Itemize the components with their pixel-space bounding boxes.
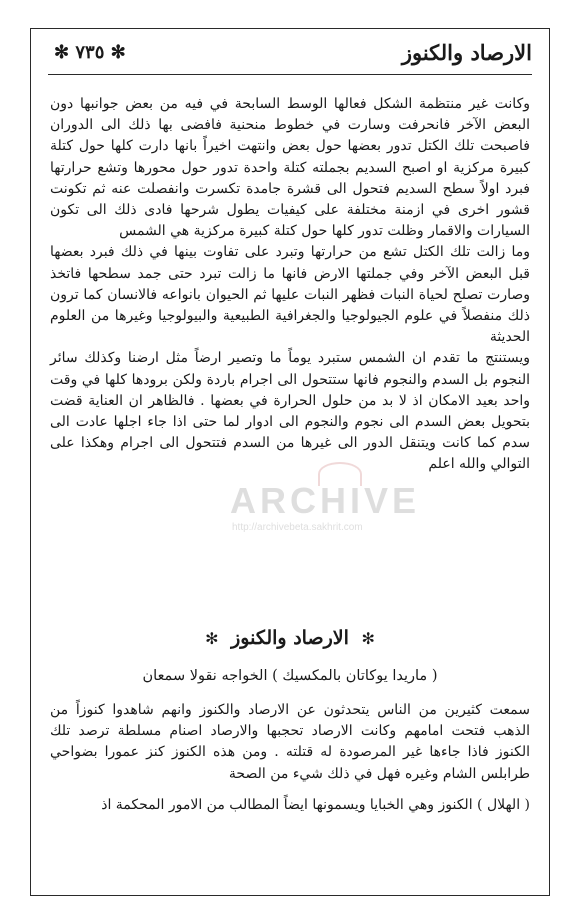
question-byline: ( ماريدا يوكاتان بالمكسيك ) الخواجه نقولا سمعان — [142, 668, 438, 684]
body-paragraph: ويستنتج ما تقدم ان الشمس ستبرد يوماً ما وتصير ارضاً مثل ارضنا وكذلك سائر النجوم بل السدم والنجوم فانها ستتحول الى اجرام باردة ولكن برودها كلها في وقت واحد بعيد الامكان اذ لا بد من حلول الحرارة في بعضها . فالظاهر ان العناية قضت بتحويل بعض السدم الى نجوم والنجوم الى ادوار لما حتى اذا جاء اجلها عادت الى سدم كما كانت ويتنقل الدور الى غيرها من السدم فتتحول الى اجرام وهكذا على التوالي والله اعلم — [50, 350, 530, 473]
watermark-url: http://archivebeta.sakhrit.com — [232, 522, 363, 533]
section-heading — [50, 624, 530, 652]
ornament-icon: ✻ — [205, 629, 219, 648]
running-title: الارصاد والكنوز — [401, 40, 532, 65]
page-ornament-icon: ✻ — [104, 42, 126, 63]
page-number-value: ٧٣٥ — [75, 42, 105, 63]
body-paragraph: وما زالت تلك الكتل تشع من حرارتها وتبرد على تفاوت بينها في ذلك فبرد بعضها قبل البعض الآخر وفي جملتها الارض فانها ما زالت تبرد حتى جمد سطحها فاتخذ وصارت تصلح لحياة النبات فظهر النبات عليها ثم الحيوان بانواعه فالانسان كما ترون ذلك منفصلاً في علوم الجيولوجيا والجغرافية الطبيعية والبيولوجيا وغيرها من العلوم الحديثة — [50, 244, 530, 346]
body-paragraph: وكانت غير منتظمة الشكل فعالها الوسط السابحة في فيه من بعض جوانبها دون البعض الآخر فانحرفت وسارت في خطوط منحنية فافضى بها ذلك الى الدوران فاصبحت تلك الكتل تدور بعضها حول بعض وانتهت اخيراً بانها دارت كلها حول كتلة كبيرة مركزية او اصبح السديم بجملته كتلة واحدة تدور حول محورها وتشع حرارتها فبرد اولاً سطح السديم فتحول الى قشرة جامدة تكسرت وانفصلت عنه ثم تكونت قشور اخرى في ازمنة مختلفة على كيفيات يطول شرحها فادى ذلك الى تكون السيارات والاقمار وظلت تدور كلها حول كتلة كبيرة مركزية هي الشمس — [50, 96, 530, 240]
header-divider — [48, 74, 532, 75]
section-title: الارصاد والكنوز — [231, 627, 349, 649]
ornament-icon: ✻ — [361, 629, 375, 648]
watermark-text: ARCHIVE — [230, 480, 421, 521]
article-body — [50, 94, 530, 476]
question-body — [50, 700, 530, 816]
page-number — [54, 38, 126, 68]
answer-paragraph: ( الهلال ) الكنوز وهي الخبايا ويسمونها ايضاً المطالب من الامور المحكمة اذ — [101, 796, 530, 813]
running-header — [48, 38, 532, 68]
question-paragraph: سمعت كثيرين من الناس يتحدثون عن الارصاد والكنوز وانهم شاهدوا كنوزاً من الذهب فتحت امامهم وكانت الارصاد تحجبها والارصاد اصنام مسلطة ترصد تلك الكنوز فاذا جاءها غير المرصودة له قتلته . ومن هذه الكنوز كنز عمورا بضواحي طرابلس الشام وغيره فهل في ذلك شيء من الصحة — [50, 702, 530, 782]
page-ornament-icon: ✻ — [54, 42, 76, 63]
